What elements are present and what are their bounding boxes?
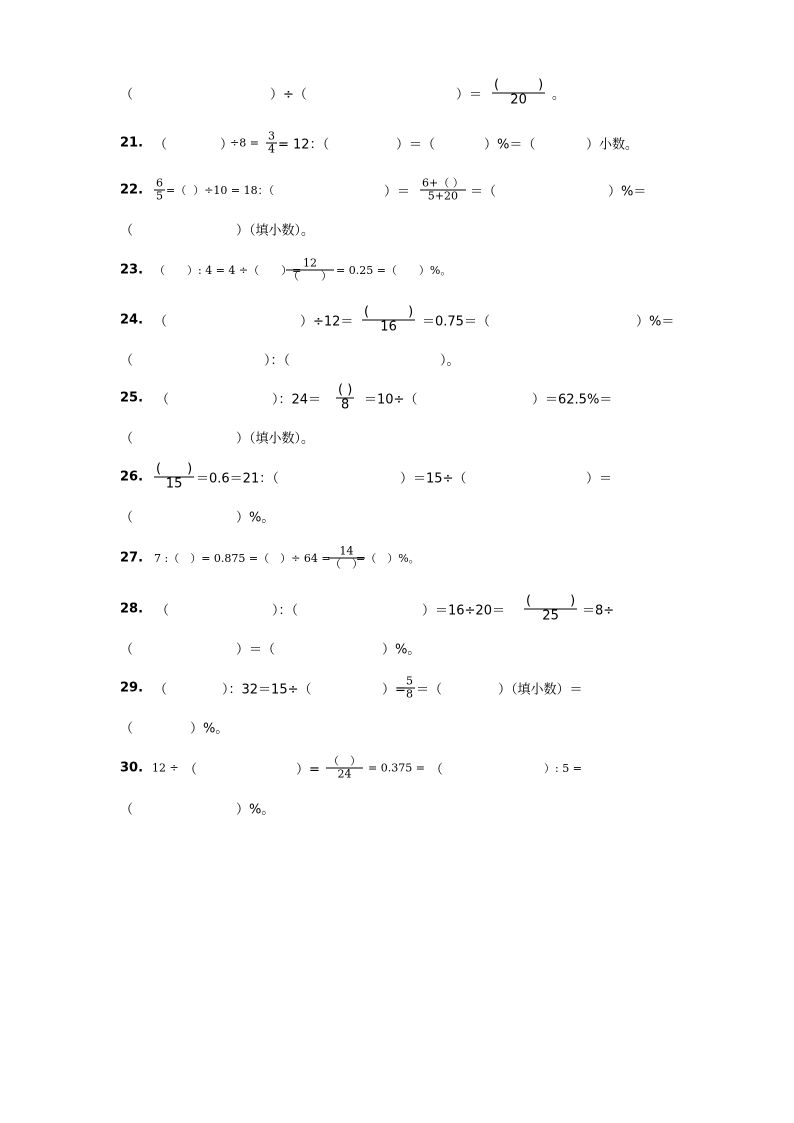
question-text: ）%＝ — [636, 314, 675, 330]
fraction-denominator: 16 — [380, 319, 397, 335]
question-line-p30 — [120, 748, 700, 788]
question-number: 22. — [120, 182, 144, 198]
question-text: 。 — [552, 87, 566, 103]
question-line-p21 — [120, 123, 700, 163]
question-text: ）＝ — [456, 87, 483, 103]
question-text: ）%＝（ — [484, 137, 536, 153]
fraction — [286, 258, 334, 283]
question-line-p29 — [120, 668, 700, 708]
fraction-denominator: 5+20 — [427, 189, 458, 203]
question-text: ）：（ — [272, 603, 299, 619]
question-text: （ — [184, 762, 198, 778]
question-line-p22 — [120, 170, 700, 210]
fraction — [266, 131, 277, 156]
question-text: ）%。 — [236, 510, 275, 526]
fraction-numerator: ( ) — [526, 593, 576, 609]
fraction — [362, 306, 415, 335]
question-number: 27. — [120, 550, 144, 566]
question-text: ）＝（ — [396, 137, 436, 153]
question-text: ）（填小数）。 — [236, 431, 315, 447]
question-text: ）＝16÷20＝ — [422, 603, 505, 619]
question-text: ）＝ — [586, 471, 613, 487]
fraction-numerator: ( ) — [156, 461, 193, 477]
question-text: ＝0.6＝21：（ — [196, 471, 279, 487]
fraction-denominator: 24 — [337, 767, 352, 781]
question-text: ）：（ — [264, 353, 291, 369]
question-number: 21. — [120, 135, 144, 151]
question-text: （ — [120, 510, 134, 526]
question-line-cont-20 — [120, 73, 700, 113]
question-text: ）%。 — [382, 642, 421, 658]
question-line-p24b — [120, 339, 700, 379]
question-text: ＝10÷（ — [364, 392, 418, 408]
question-line-p22b — [120, 209, 700, 249]
fraction — [326, 756, 363, 781]
question-text: ）＝ — [384, 184, 411, 200]
fraction — [154, 463, 194, 492]
question-text: = 12：（ — [278, 137, 330, 153]
question-text: ）。 — [440, 353, 460, 369]
question-line-p25b — [120, 417, 700, 457]
question-number: 24. — [120, 312, 144, 328]
question-number: 30. — [120, 760, 144, 776]
question-text: ）%。 — [236, 802, 275, 818]
fraction — [336, 384, 354, 413]
question-text: ）%。 — [190, 721, 229, 737]
fraction-denominator: 15 — [165, 476, 183, 492]
question-text: ）÷（ — [270, 87, 307, 103]
question-line-p28 — [120, 589, 700, 629]
fraction-denominator: 8 — [341, 397, 350, 413]
question-text: （ — [120, 223, 134, 239]
fraction — [524, 595, 577, 624]
fraction-denominator: 20 — [510, 92, 527, 108]
question-number: 28. — [120, 601, 144, 617]
question-line-p25 — [120, 378, 700, 418]
question-text: ） — [220, 137, 234, 153]
question-text: = 0.25 =（ ）%。 — [336, 264, 452, 277]
question-text: ＝8÷ — [582, 603, 615, 619]
question-text: （ — [120, 353, 134, 369]
question-line-p26b — [120, 496, 700, 536]
question-line-p23 — [120, 250, 700, 290]
question-text: ）＝15÷（ — [400, 471, 467, 487]
question-line-p27 — [120, 538, 700, 578]
question-text: （ — [154, 314, 168, 330]
question-line-p24 — [120, 300, 700, 340]
question-number: 26. — [120, 469, 144, 485]
question-text: （ — [120, 431, 134, 447]
question-text: （ — [154, 137, 168, 153]
fraction-numerator: ( ) — [364, 304, 414, 320]
question-text: ）%＝ — [608, 184, 647, 200]
fraction-numerator: （ ） — [328, 754, 361, 768]
fraction-numerator: 12 — [303, 256, 317, 270]
question-text: =（ ）%。 — [356, 552, 420, 565]
question-text: ＝（ — [470, 184, 497, 200]
fraction-denominator: 5 — [156, 189, 163, 203]
fraction — [404, 676, 415, 701]
question-number: 23. — [120, 262, 144, 278]
fraction-denominator: 8 — [406, 687, 413, 701]
question-text: （ — [120, 642, 134, 658]
question-text: ）= — [382, 682, 406, 698]
fraction-numerator: ( ) — [338, 382, 353, 398]
question-text: ＝0.75＝（ — [422, 314, 490, 330]
question-text: （ — [120, 721, 134, 737]
fraction — [492, 79, 545, 108]
fraction-numerator: 3 — [268, 129, 275, 143]
question-text: 12 ÷ — [152, 761, 179, 775]
fraction — [420, 178, 466, 203]
fraction — [154, 178, 165, 203]
question-text: ）÷12＝ — [300, 314, 354, 330]
question-number: 29. — [120, 680, 144, 696]
fraction-denominator: （ ） — [288, 269, 332, 283]
fraction-numerator: 6+（ ） — [422, 176, 464, 190]
fraction-numerator: 6 — [156, 176, 163, 190]
question-text: ）：32＝15÷（ — [222, 682, 312, 698]
question-line-p29b — [120, 707, 700, 747]
fraction-numerator: 5 — [406, 674, 413, 688]
question-text: ）＝62.5%＝ — [532, 392, 613, 408]
fraction-numerator: 14 — [339, 544, 354, 558]
question-line-p30b — [120, 788, 700, 828]
fraction-denominator: （ ） — [330, 557, 363, 571]
question-text: ）（填小数）。 — [236, 223, 315, 239]
question-line-p26 — [120, 457, 700, 497]
question-text: ）＝（ — [236, 642, 276, 658]
question-line-p28b — [120, 628, 700, 668]
question-text: （ — [120, 87, 134, 103]
question-text: ）：24＝ — [272, 392, 322, 408]
fraction-denominator: 4 — [268, 142, 275, 156]
question-text: （ ）: 4 = 4 ÷（ ）= — [154, 264, 302, 277]
fraction-denominator: 25 — [542, 608, 559, 624]
question-text: ）（填小数）＝ — [498, 682, 583, 698]
question-text: 7 :（ ）= 0.875 =（ ）÷ 64 = — [154, 552, 331, 565]
question-text: ＝（ — [416, 682, 443, 698]
question-text: ）小数。 — [586, 137, 639, 153]
question-text: （ — [120, 802, 134, 818]
question-text: （ — [430, 762, 444, 778]
question-text: ÷8 = — [230, 136, 259, 150]
fraction-numerator: ( ) — [494, 77, 544, 93]
question-text: （ — [154, 682, 168, 698]
question-text: （ — [156, 603, 170, 619]
question-text: = 0.375 = — [368, 761, 425, 775]
question-text: =（ ）÷10 = 18：（ — [166, 184, 275, 197]
question-text: ）= — [296, 762, 320, 778]
question-number: 25. — [120, 390, 144, 406]
question-text: ）: 5 = — [544, 762, 582, 775]
question-text: （ — [156, 392, 170, 408]
